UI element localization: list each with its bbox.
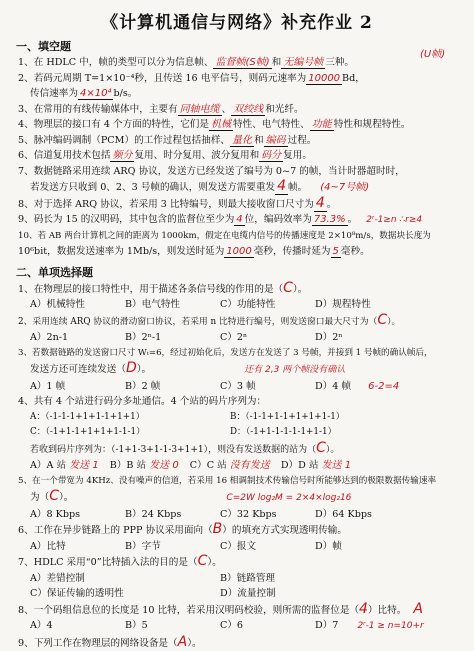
question-2: 2、若码元周期 T=1×10⁻⁴秒，且传送 16 电平信号，则码元速率为 10000 Bd， — [0, 71, 474, 87]
choice-8: 8、一个码组信息位的长度是 10 比特，若采用汉明码校验，则所需的监督位是（4）比特。 A — [0, 602, 474, 619]
question-2-cont: 传信速率为 4×10⁴ b/s。 — [0, 86, 474, 102]
question-7: 7、数据链路采用连续 ARQ 协议，发送方已经发送了编号为 0~7 的帧，当计时器超时时， — [0, 164, 474, 180]
question-9: 9、码长为 15 的汉明码，其中包含的监督位至少为 4 位，编码效率为 73.3% 。 2ʳ-1≥n ∴r≥4 — [0, 212, 474, 229]
question-8: 8、对于选择 ARQ 协议，若采用 3 比特编号，则最大接收窗口尺寸为 4 。 — [0, 196, 474, 213]
question-10-cont: 10⁶bit，数据发送速率为 1Mb/s，则发送时延为 1000 毫秒，传播时延为 5 毫秒。 — [0, 244, 474, 260]
choice-4-received: 若收到码片序列为：（-1+1-3+1-1-3+1+1），则没有发送数据的站为（C）。 — [0, 441, 474, 459]
choice-6: 6、工作在异步链路上的 PPP 协议采用面向（B）的填充方式实现透明传输。 — [0, 522, 474, 539]
section-fill-in: 一、填空题 — [16, 38, 474, 54]
choice-6-options: A）比特 B）字节 C）报文 D）帧 — [0, 539, 474, 555]
choice-3: 3、若数据链路的发送窗口尺寸 Wₜ=6，经过初始化后，发送方在发送了 3 号帧，并接到 1 号帧的确认帧后， — [0, 346, 474, 362]
question-5: 5、脉冲编码调制（PCM）的工作过程包括抽样、 量化 和 编码 过程。 — [0, 133, 474, 149]
question-10: 10、若 AB 两台计算机之间的距离为 1000km，假定在电缆内信号的传播速度是 2×10⁸m/s，数据块长度为 — [0, 229, 474, 245]
choice-7: 7、HDLC 采用“0”比特插入法的目的是（C）。 — [0, 554, 474, 571]
question-6: 6、信道复用技术包括 频分 复用、时分复用、波分复用和 码分 复用。 — [0, 148, 474, 164]
question-4: 4、物理层的接口有 4 个方面的特性，它们是 机械 特性、电气特性、 功能 特性和规程特性。 — [0, 117, 474, 133]
choice-5-options: A）8 Kbps B）24 Kbps C）32 Kbps D）64 Kbps — [0, 507, 474, 523]
choice-8-options: A）4 B）5 C）6 D）7 2ʳ-1 ≥ n=10+r — [0, 618, 474, 635]
choice-4-options: A）A 站 发送 1 B）B 站 发送 0 C）C 站 没有发送 D）D 站 发送 1 — [0, 458, 474, 474]
page-title: 《计算机通信与网络》补充作业 2 — [0, 0, 474, 34]
choice-1: 1、在物理层的接口特性中，用于描述各条信号线的作用的是（C）。 — [0, 281, 474, 298]
question-3: 3、在常用的有线传输媒体中，主要有 同轴电缆 、 双绞线 和光纤。 — [0, 102, 474, 118]
choice-9: 9、下列工作在物理层的网络设备是（A）。 — [0, 635, 474, 651]
choice-7-options-1: A）差错控制 B）链路管理 — [0, 571, 474, 587]
choice-7-options-2: C）保证传输的透明性 D）流量控制 — [0, 586, 474, 602]
section-multiple-choice: 二、单项选择题 — [16, 264, 474, 280]
question-7-cont: 若发送方只收到 0、2、3 号帧的确认，则发送方需要重发 4 帧。 (4~7号帧) — [0, 179, 474, 196]
choice-4: 4、共有 4 个站进行码分多址通信。4 个站的码片序列为： — [0, 394, 474, 410]
choice-5-cont: 为（C）。 C=2W log₂M = 2×4×log₂16 — [0, 489, 474, 507]
choice-3-options: A）1 帧 B）2 帧 C）3 帧 D）4 帧 6-2=4 — [0, 379, 474, 395]
question-1: 1、在 HDLC 中，帧的类型可以分为信息帧、 监督帧(S帧) 和 无编号帧 三种。 (U帧) — [0, 55, 474, 71]
choice-5: 5、在一个带宽为 4KHz、没有噪声的信道，若采用 16 相调制技术传输信号时所能够达到的极限数据传输速率 — [0, 474, 474, 490]
choice-1-options: A）机械特性 B）电气特性 C）功能特性 D）规程特性 — [0, 297, 474, 313]
choice-3-cont: 发送方还可连续发送（D）。 还有 2,3 两个帧没有确认 — [0, 361, 474, 379]
choice-4-chips-ab: A：（-1-1-1+1+1-1+1+1） B：（-1-1+1-1+1+1+1-1） — [0, 410, 474, 426]
choice-2: 2、采用连续 ARQ 协议的滑动窗口协议，若采用 n 比特进行编号，则发送窗口最大尺寸为（C）。 — [0, 313, 474, 331]
choice-4-chips-cd: C：（-1+1-1+1+1+1-1-1） D：（-1+1-1-1-1-1+1-1） — [0, 425, 474, 441]
choice-2-options: A）2n-1 B）2ⁿ-1 C）2ⁿ D）2ⁿ — [0, 330, 474, 346]
